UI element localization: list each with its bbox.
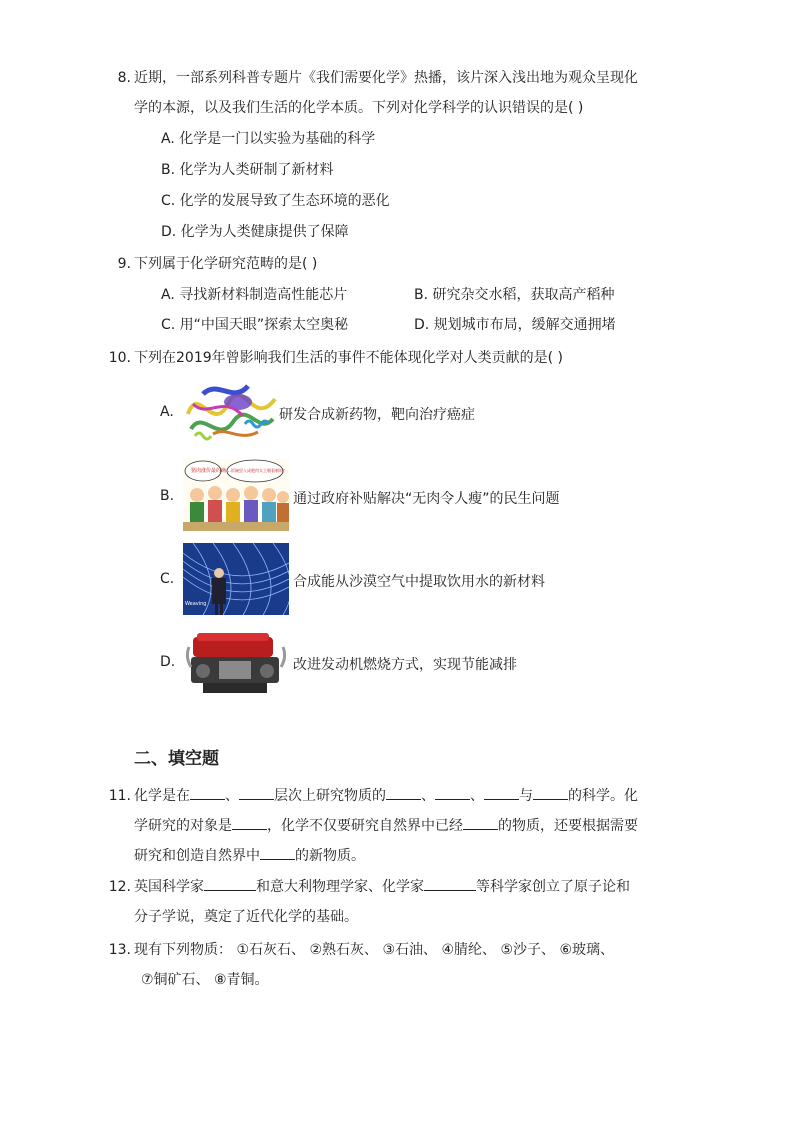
question-number: 10.: [108, 350, 131, 366]
question-line: 现有下列物质： ①石灰石、 ②熟石灰、 ③石油、 ④腈纶、 ⑤沙子、 ⑥玻璃、: [134, 942, 615, 958]
mesh-screen-icon: [183, 543, 289, 615]
option-a-letter[interactable]: A.: [160, 404, 174, 420]
protein-ribbon-icon: [183, 374, 281, 446]
option-a-text: 研发合成新药物，靶向治疗癌症: [279, 407, 475, 423]
option-b[interactable]: B. 化学为人类研制了新材料: [161, 162, 334, 178]
question-number: 11.: [108, 788, 131, 804]
question-line: 研究和创造自然界中 的新物质。: [134, 841, 674, 871]
option-a[interactable]: A. 寻找新材料制造高性能芯片: [161, 287, 348, 303]
answer-blank[interactable]: [484, 783, 519, 800]
cartoon-bubble-2: 饭碗里入成肥肉太王朝看朝吗？: [231, 468, 287, 473]
question-11: [108, 781, 674, 871]
question-8: [117, 63, 674, 248]
cartoon-image: [183, 459, 289, 531]
question-line: 化学是在 、 层次上研究物质的 、 、 与 的科学。化: [134, 781, 674, 811]
question-number: 8.: [117, 70, 131, 86]
option-c-letter[interactable]: C.: [160, 571, 175, 587]
answer-blank[interactable]: [463, 813, 498, 830]
answer-blank[interactable]: [260, 843, 295, 860]
answer-blank[interactable]: [232, 813, 267, 830]
engine-icon: [183, 627, 289, 699]
cartoon-bubble-1: 猪肉涨价最的确…: [191, 468, 232, 474]
option-d-letter[interactable]: D.: [160, 654, 176, 670]
answer-blank[interactable]: [533, 783, 568, 800]
answer-blank[interactable]: [386, 783, 421, 800]
photo-caption: Weaving: [185, 601, 207, 607]
option-c[interactable]: C. 用“中国天眼”探索太空奥秘: [161, 317, 349, 333]
engine-image: [183, 627, 289, 699]
cartoon-crowd-icon: [183, 459, 289, 531]
option-c-text: 合成能从沙漠空气中提取饮用水的新材料: [293, 574, 545, 590]
question-10: [108, 343, 674, 373]
question-line: 分子学说，奠定了近代化学的基础。: [134, 909, 358, 925]
option-b-letter[interactable]: B.: [160, 488, 175, 504]
question-stem: 下列在2019年曾影响我们生活的事件不能体现化学对人类贡献的是( ): [134, 350, 564, 366]
question-number: 13.: [108, 942, 131, 958]
question-number: 9.: [117, 256, 131, 272]
answer-blank[interactable]: [204, 874, 256, 891]
option-c[interactable]: C. 化学的发展导致了生态环境的恶化: [161, 193, 390, 209]
question-13: [108, 935, 674, 995]
question-stem-line: 学的本源，以及我们生活的化学本质。下列对化学科学的认识错误的是( ): [134, 100, 584, 116]
option-d-text: 改进发动机燃烧方式，实现节能减排: [293, 657, 517, 673]
question-line: 学研究的对象是 ，化学不仅要研究自然界中已经 的物质，还要根据需要: [134, 811, 674, 841]
section-title: 二、填空题: [134, 749, 219, 769]
question-line: ⑦铜矿石、 ⑧青铜。: [141, 972, 269, 988]
option-d[interactable]: D. 化学为人类健康提供了保障: [161, 224, 349, 240]
question-number: 12.: [108, 879, 131, 895]
option-d[interactable]: D. 规划城市布局，缓解交通拥堵: [414, 317, 616, 333]
answer-blank[interactable]: [424, 874, 476, 891]
answer-blank[interactable]: [435, 783, 470, 800]
answer-blank[interactable]: [190, 783, 225, 800]
question-stem-line: 近期，一部系列科普专题片《我们需要化学》热播，该片深入浅出地为观众呈现化: [134, 70, 638, 86]
option-a[interactable]: A. 化学是一门以实验为基础的科学: [161, 131, 376, 147]
answer-blank[interactable]: [239, 783, 274, 800]
protein-structure-image: [183, 374, 281, 446]
question-12: [108, 872, 674, 932]
option-b-text: 通过政府补贴解决“无肉令人瘦”的民生问题: [293, 491, 560, 507]
question-9: [117, 249, 674, 279]
option-b[interactable]: B. 研究杂交水稻，获取高产稻种: [414, 287, 615, 303]
question-stem: 下列属于化学研究范畴的是( ): [134, 256, 318, 272]
question-line: 英国科学家 和意大利物理学家、化学家 等科学家创立了原子论和: [134, 872, 674, 902]
presentation-photo: [183, 543, 289, 615]
